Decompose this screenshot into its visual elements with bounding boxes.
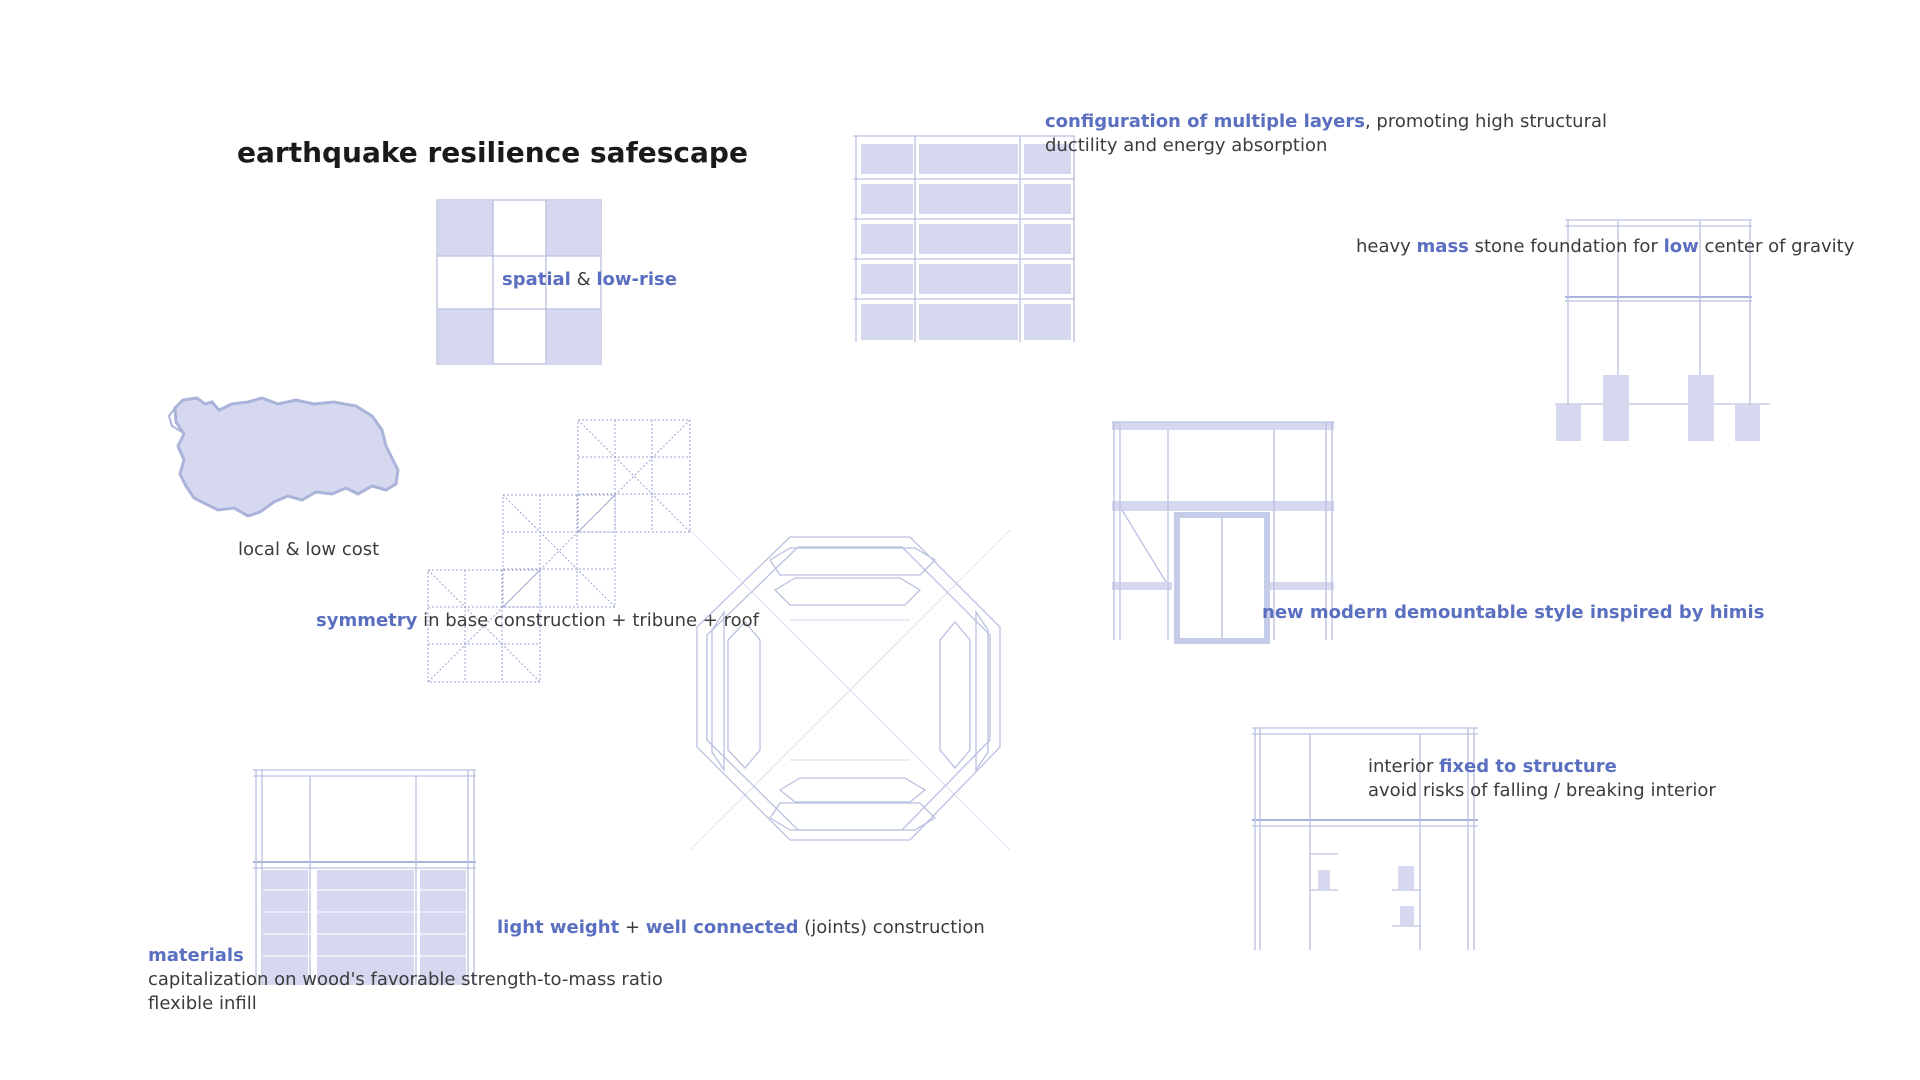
layers-label [1045,110,1607,158]
spatial-mid: & [570,269,597,290]
himis-label: new modern demountable style inspired by himis [1262,602,1765,623]
lightweight-rest: (joints) construction [798,917,985,938]
lightweight-mid: + [619,917,646,938]
materials-line2: capitalization on wood's favorable strength-to-mass ratio [148,969,663,990]
symmetry-grid-drawing [428,420,690,682]
materials-label [148,944,663,1016]
layers-line2: ductility and energy absorption [1045,135,1328,156]
symmetry-hl: symmetry [316,610,418,631]
octagon-plan-icon [690,530,1010,850]
symmetry-label [316,609,759,633]
interior-line2: avoid risks of falling / breaking interior [1368,780,1716,801]
symmetry-rest: in base construction + tribune + roof [417,610,760,631]
interior-label [1368,755,1716,803]
mass-hl2: low [1663,236,1699,257]
mass-mid: stone foundation for [1468,236,1664,257]
mass-label [1356,235,1854,259]
materials-line3: flexible infill [148,993,257,1014]
layers-rest: , promoting high structural [1364,111,1608,132]
mass-rest: center of gravity [1698,236,1855,257]
spatial-hl1: spatial [502,269,571,290]
lightweight-label [497,916,985,940]
spatial-label [502,268,677,292]
materials-hl: materials [148,945,244,966]
mass-hl1: mass [1416,236,1469,257]
spatial-hl2: low-rise [596,269,677,290]
interior-hl: fixed to structure [1439,756,1617,777]
layers-hl: configuration of multiple layers [1045,111,1365,132]
lightweight-hl1: light weight [497,917,620,938]
layers-elevation-drawing [853,136,1075,342]
local-label: local & low cost [238,539,380,560]
mass-pre: heavy [1356,236,1417,257]
page-title: earthquake resilience safescape [237,136,748,169]
lightweight-hl2: well connected [645,917,799,938]
interior-pre: interior [1368,756,1440,777]
turkey-map-icon [169,398,398,516]
